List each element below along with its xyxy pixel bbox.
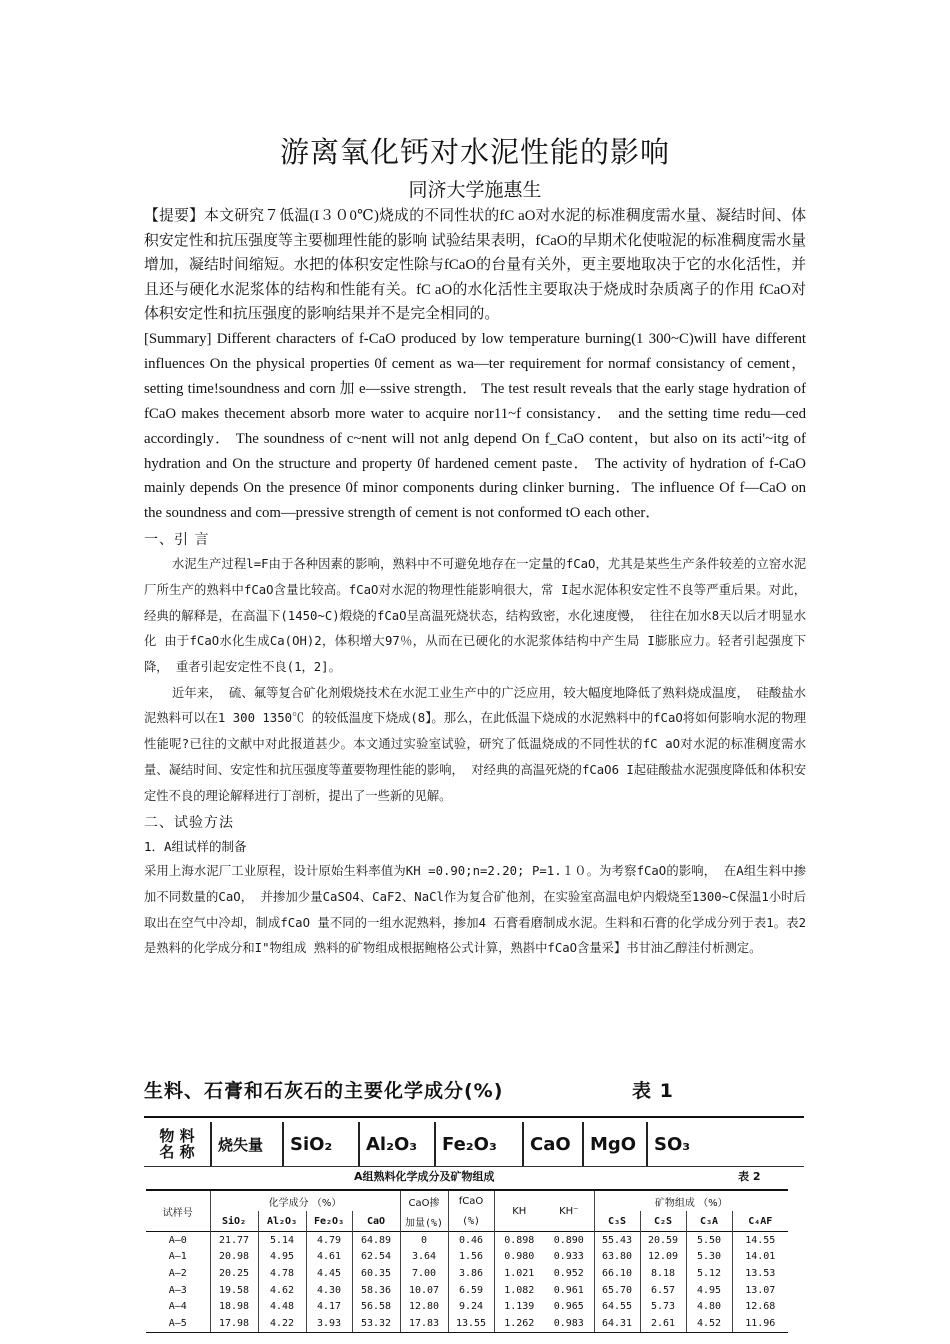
table-cell: 2.61 <box>640 1315 686 1332</box>
table-cell: 65.70 <box>594 1282 640 1299</box>
table-cell: A—0 <box>146 1232 210 1249</box>
table-cell: 20.59 <box>640 1232 686 1249</box>
table-1-header-sio2: SiO₂ <box>284 1122 360 1166</box>
table-cell: 3.86 <box>448 1265 494 1282</box>
abstract-english: [Summary] Different characters of f-CaO produced by low temperature burning(1 300~C)will have different influences On the physical properties 0f cement as wa—ter requirement for normaf consistancy of cement， setting time!soundness and corn 加 e—ssive strength． The test result reveals that the early stage hydration of fCaO makes thecement absorb more water to acquire nor11~f consistancy． and the setting time redu—ced accordingly． The soundness of c~nent will not anlg depend On f_CaO content，but also on its acti'~itg of hydration and On the structure and property 0f hardened cement paste． The activity of hydration of f-CaO mainly depends On the presence 0f minor components during clinker burning．The influence Of f—CaO on the soundness and com—pressive strength of cement is not conformed tO each other． <box>144 330 806 522</box>
table-cell: 0.898 <box>504 1234 535 1246</box>
table-1-header-fe2o3: Fe₂O₃ <box>436 1122 524 1166</box>
table-cell: 5.30 <box>686 1249 732 1266</box>
table-cell: 63.80 <box>594 1249 640 1266</box>
table-row <box>146 1265 788 1282</box>
table-2-title: A组熟料化学成分及矿物组成 <box>354 1170 495 1183</box>
table-cell: 14.55 <box>745 1234 776 1246</box>
table-cell: 6.59 <box>448 1282 494 1299</box>
table-cell: 5.14 <box>258 1232 306 1249</box>
table-2-subheader-c3s: C₃S <box>594 1211 640 1232</box>
table-row <box>146 1282 788 1299</box>
table-2-header-sample: 试样号 <box>146 1190 210 1232</box>
table-cell: 8.18 <box>640 1265 686 1282</box>
table-row <box>146 1315 788 1332</box>
paper-author: 同济大学施惠生 <box>408 179 542 201</box>
table-cell: 4.52 <box>686 1315 732 1332</box>
table-cell: 4.22 <box>258 1315 306 1332</box>
table-cell: A—5 <box>146 1315 210 1332</box>
table-1-header-mgo: MgO <box>584 1122 648 1166</box>
table-cell: 1.082 <box>504 1284 535 1296</box>
table-cell: 64.31 <box>594 1315 640 1332</box>
table-cell: 58.36 <box>352 1282 400 1299</box>
introduction-paragraph-1: 水泥生产过程l=F由于各种因素的影响，熟料中不可避免地存在一定量的fCaO，尤其是某些生产条件较差的立窑水泥厂所生产的熟料中fCaO含量比较高。fCaO对水泥的物理性能影响很大，常 I起水泥体积安定性不良等严重后果。对此，经典的解释是，在高温下(1450~C)煅烧的fCaO呈高温死烧状态，结构致密，水化速度慢， 往往在加水8天以后才明显水化 由于fCaO水化生成Ca(OH)2，体积增大97％，从而在已硬化的水泥浆体结构中产生局 I膨胀应力。轻者引起强度下降， 重者引起安定性不良(1，2]。 <box>144 557 806 675</box>
table-cell: 55.43 <box>594 1232 640 1249</box>
table-cell: 0.965 <box>544 1298 594 1315</box>
table-cell: 5.73 <box>640 1298 686 1315</box>
table-cell: 56.58 <box>352 1298 400 1315</box>
table-cell: 1.021 <box>504 1267 535 1279</box>
table-cell: 62.54 <box>352 1249 400 1266</box>
table-2-subheader-sio2: SiO₂ <box>210 1211 258 1232</box>
table-cell: 0.952 <box>544 1265 594 1282</box>
table-cell: 11.96 <box>732 1315 788 1332</box>
table-2-subheader-cao: CaO <box>352 1211 400 1232</box>
table-row <box>146 1232 788 1249</box>
table-cell: 7.00 <box>400 1265 448 1282</box>
table-cell: A—2 <box>146 1265 210 1282</box>
table-2-subheader-c4af: C₄AF <box>748 1215 773 1227</box>
subsection-heading-sample-prep: 1．A组试样的制备 <box>144 839 247 855</box>
introduction-paragraph-2: 近年来， 硫、氟等复合矿化剂煅烧技术在水泥工业生产中的广泛应用，较大幅度地降低了熟料烧成温度， 硅酸盐水泥熟料可以在1 300 1350℃ 的较低温度下烧成(8】。那么，在此低温下烧成的水泥熟料中的fCaO将如何影响水泥的物理性能呢?已往的文献中对此报道甚少。本文通过实验室试验，研究了低温烧成的不同性状的fC aO对水泥的标准稠度需水量、凝结时间、安定性和抗压强度等董要物理性能的影响， 对经典的高温死烧的fCaO6 I起硅酸盐水泥强度降低和体积安定性不良的理论解释进行丁剖析，提出了一些新的见解。 <box>144 685 806 803</box>
table-cell: 4.79 <box>306 1232 352 1249</box>
table-1-title: 生料、石膏和石灰石的主要化学成分(%) <box>144 1080 504 1102</box>
table-1-header-al2o3: Al₂O₃ <box>360 1122 436 1166</box>
table-1-title-row <box>144 1076 804 1106</box>
table-cell: 1.56 <box>448 1249 494 1266</box>
table-2-header-cao-added: CaO掺 <box>400 1190 448 1211</box>
table-cell: 64.55 <box>594 1298 640 1315</box>
table-cell: 12.80 <box>400 1298 448 1315</box>
table-1-header-cao: CaO <box>524 1122 584 1166</box>
table-cell: 13.53 <box>745 1267 776 1279</box>
table-cell: 4.95 <box>686 1282 732 1299</box>
table-cell: 13.55 <box>448 1315 494 1332</box>
table-cell: 0.933 <box>544 1249 594 1266</box>
table-cell: 0.890 <box>544 1232 594 1249</box>
table-cell: 1.139 <box>504 1301 535 1313</box>
section-heading-introduction: 一、引 言 <box>144 532 210 549</box>
table-cell: 66.10 <box>594 1265 640 1282</box>
table-1-header-material <box>144 1122 212 1166</box>
table-row <box>146 1298 788 1315</box>
table-cell: 4.78 <box>258 1265 306 1282</box>
paper-title: 游离氧化钙对水泥性能的影响 <box>279 135 670 169</box>
table-cell: 4.95 <box>258 1249 306 1266</box>
table-cell: A—3 <box>146 1282 210 1299</box>
table-cell: 13.07 <box>745 1284 776 1296</box>
table-cell: A—1 <box>146 1249 210 1266</box>
table-1-header-material-line1: 物 料 <box>159 1127 195 1145</box>
table-cell: 5.50 <box>686 1232 732 1249</box>
table-cell: 12.68 <box>745 1301 776 1313</box>
abstract-chinese: 【提要】本文研究７低温(I３０0℃)烧成的不同性状的fC aO对水泥的标准稠度需水量、凝结时间、体积安定性和抗压强度等主要枷理性能的影响 试验结果表明，fCaO的早期术化使啦泥的标准稠度需水量增加，凝结时间缩短。水把的体积安定性除与fCaO的台量有关外，更主要地取决于它的水化活性，并且还与硬化水泥浆体的结构和性能有关。fC aO的水化活性主要取决于烧成时杂质离子的作用 fCaO对体积安定性和抗压强度的影响结果并不是完全相同的。 <box>144 208 806 323</box>
table-2-header-chemical: 化学成分 （%） <box>210 1190 400 1211</box>
table-2-header-mineral: 矿物组成 （%） <box>654 1197 728 1209</box>
table-cell: 5.12 <box>686 1265 732 1282</box>
table-2-body <box>146 1232 788 1333</box>
table-cell: 19.58 <box>210 1282 258 1299</box>
table-cell: 4.17 <box>306 1298 352 1315</box>
table-cell: 20.25 <box>210 1265 258 1282</box>
table-2-subheader-fe2o3: Fe₂O₃ <box>306 1211 352 1232</box>
table-2-header-kh: KH <box>512 1205 527 1217</box>
table-cell: 17.98 <box>210 1315 258 1332</box>
table-cell: 4.80 <box>686 1298 732 1315</box>
table-cell: 1.262 <box>494 1315 544 1332</box>
table-cell: 0.961 <box>544 1282 594 1299</box>
table-cell: 4.48 <box>258 1298 306 1315</box>
table-cell: 3.93 <box>306 1315 352 1332</box>
table-cell: 6.57 <box>640 1282 686 1299</box>
table-cell: 4.62 <box>258 1282 306 1299</box>
table-cell: 4.61 <box>306 1249 352 1266</box>
table-1-number: 表 1 <box>632 1080 674 1102</box>
table-2 <box>146 1189 788 1333</box>
table-1-header-row <box>144 1122 804 1167</box>
table-cell: A—4 <box>146 1298 210 1315</box>
table-2-subheader-fcao-unit: (%) <box>448 1211 494 1232</box>
table-cell: 0.46 <box>448 1232 494 1249</box>
table-row <box>146 1249 788 1266</box>
table-1 <box>144 1076 804 1167</box>
table-2-subheader-c2s: C₂S <box>640 1211 686 1232</box>
table-cell: 17.83 <box>400 1315 448 1332</box>
table-2-header-fcao: fCaO <box>448 1190 494 1211</box>
table-1-header-so3: SO₃ <box>654 1133 691 1155</box>
table-cell: 14.01 <box>745 1251 776 1263</box>
table-cell: 0 <box>400 1232 448 1249</box>
table-2-number: 表 2 <box>738 1170 761 1183</box>
table-cell: 64.89 <box>352 1232 400 1249</box>
methods-paragraph-1: 采用上海水泥厂工业原程，设计原始生料率值为KH =0.90;n=2.20; P=1.１０。为考察fCaO的影响， 在A组生料中掺加不同数量的CaO， 并掺加少量CaSO4、CaF2、NaCl作为复合矿他剂，在实验室高温电炉内煅烧至1300~C保温1小时后取出在空气中冷却，制成fCaO 量不同的一组水泥熟料，掺加4 石膏看磨制成水泥。生料和石膏的化学成分列于表1。表2是熟料的化学成分和I"物组成 熟料的矿物组成根据鲍格公式计算，熟斟中fCaO含量采】书甘油乙醇洼付析测定。 <box>144 864 806 956</box>
table-2-subheader-c3a: C₃A <box>686 1211 732 1232</box>
table-cell: 12.09 <box>640 1249 686 1266</box>
table-cell: 4.45 <box>306 1265 352 1282</box>
table-cell: 18.98 <box>210 1298 258 1315</box>
table-1-header-material-line2: 名 称 <box>159 1143 195 1161</box>
table-cell: 4.30 <box>306 1282 352 1299</box>
table-2-subheader-al2o3: Al₂O₃ <box>258 1211 306 1232</box>
table-1-top-rule <box>144 1116 804 1118</box>
table-2-subheader-cao-added: 加量(%) <box>400 1211 448 1232</box>
table-cell: 20.98 <box>210 1249 258 1266</box>
table-cell: 0.983 <box>544 1315 594 1332</box>
paper-body <box>144 130 806 962</box>
table-cell: 53.32 <box>352 1315 400 1332</box>
table-cell: 60.35 <box>352 1265 400 1282</box>
table-1-header-loss: 烧失量 <box>212 1122 284 1166</box>
table-cell: 0.980 <box>504 1251 535 1263</box>
table-cell: 3.64 <box>400 1249 448 1266</box>
table-cell: 10.07 <box>400 1282 448 1299</box>
table-cell: 9.24 <box>448 1298 494 1315</box>
table-2-header-kh2: KH⁻ <box>544 1190 594 1232</box>
section-heading-methods: 二、试验方法 <box>144 815 234 832</box>
table-cell: 21.77 <box>210 1232 258 1249</box>
